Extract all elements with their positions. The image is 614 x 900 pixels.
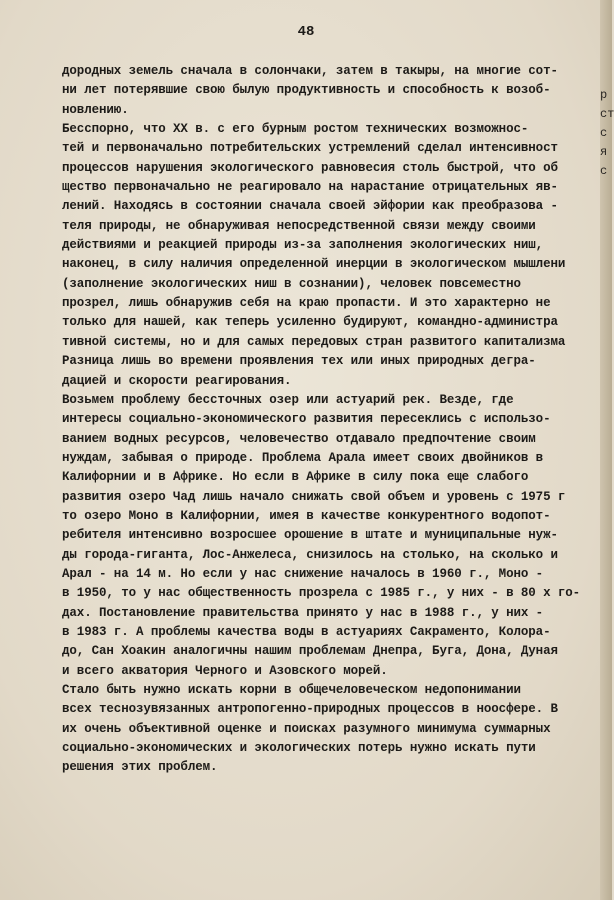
text-line: (заполнение экологических ниш в сознании), человек повсеместно bbox=[62, 276, 521, 291]
side-fragment: с bbox=[600, 164, 608, 178]
text-line: щество первоначально не реагировало на нарастание отрицательных яв- bbox=[62, 180, 558, 195]
text-line: прозрел, лишь обнаружив себя на краю пропасти. И это характерно не bbox=[62, 296, 551, 311]
adjacent-page-fragments bbox=[600, 88, 612, 183]
text-line: процессов нарушения экологического равновесия столь быстрой, что об bbox=[62, 160, 558, 175]
text-line: ванием водных ресурсов, человечество отдавало предпочтение своим bbox=[62, 431, 536, 446]
side-fragment: с bbox=[600, 126, 608, 140]
text-line: дородных земель сначала в солончаки, затем в такыры, на многие сот- bbox=[62, 64, 558, 78]
text-line: тивной системы, но и для самых передовых стран развитого капитализма bbox=[62, 334, 566, 349]
side-fragment: я bbox=[600, 145, 608, 159]
text-line: в 1983 г. А проблемы качества воды в астуариях Сакраменто, Колора- bbox=[62, 624, 551, 639]
text-line: ни лет потерявшие свою былую продуктивность и способность к возоб- bbox=[62, 83, 551, 98]
text-line: дах. Постановление правительства принято у нас в 1988 г., у них - bbox=[62, 605, 544, 620]
text-line: в 1950, то у нас общественность прозрела с 1985 г., у них - в 80 х го- bbox=[62, 586, 581, 601]
text-line: развития озеро Чад лишь начало снижать свой объем и уровень с 1975 г bbox=[62, 489, 566, 504]
text-line: тей и первоначально потребительских устремлений сделал интенсивност bbox=[62, 141, 558, 156]
text-line: Возьмем проблему бессточных озер или астуарий рек. Везде, где bbox=[62, 392, 514, 407]
side-fragment: р bbox=[600, 88, 608, 102]
text-line: ребителя интенсивно возросшее орошение в штате и муниципальные нуж- bbox=[62, 528, 558, 543]
text-line: социально-экономических и экологических потерь нужно искать пути bbox=[62, 741, 536, 756]
side-fragment: ст bbox=[600, 107, 614, 121]
paragraph bbox=[62, 62, 596, 120]
text-line: интересы социально-экономического развития пересеклись с использо- bbox=[62, 412, 551, 427]
text-line: новлению. bbox=[62, 102, 129, 117]
text-line: всех теснозувязанных антропогенно-природных процессов в ноосфере. В bbox=[62, 702, 558, 717]
text-line: Разница лишь во времени проявления тех или иных природных дегра- bbox=[62, 354, 536, 369]
text-line: нуждам, забывая о природе. Проблема Арала имеет своих двойников в bbox=[62, 450, 544, 465]
text-line: только для нашей, как теперь усиленно будируют, командно-администра bbox=[62, 315, 558, 330]
text-line: их очень объективной оценке и поисках разумного минимума суммарных bbox=[62, 721, 551, 736]
text-line: Арал - на 14 м. Но если у нас снижение началось в 1960 г., Моно - bbox=[62, 566, 544, 581]
paragraph bbox=[62, 391, 596, 681]
body-text bbox=[62, 62, 596, 778]
text-line: решения этих проблем. bbox=[62, 760, 218, 775]
text-line: Бесспорно, что XX в. с его бурным ростом технических возможнос- bbox=[62, 122, 529, 137]
text-line: наконец, в силу наличия определенной инерции в экологическом мышлени bbox=[62, 257, 566, 272]
page-number: 48 bbox=[297, 24, 315, 40]
text-line: то озеро Моно в Калифорнии, имея в качестве конкурентного водопот- bbox=[62, 508, 551, 523]
paragraph bbox=[62, 120, 596, 391]
text-line: Калифорнии и в Африке. Но если в Африке в силу пока еще слабого bbox=[62, 470, 529, 485]
text-line: до, Сан Хоакин аналогичны нашим проблемам Днепра, Буга, Дона, Дуная bbox=[62, 644, 558, 659]
text-line: Стало быть нужно искать корни в общечеловеческом недопонимании bbox=[62, 683, 521, 697]
text-line: ды города-гиганта, Лос-Анжелеса, снизилось на столько, на сколько и bbox=[62, 547, 558, 562]
paragraph bbox=[62, 681, 596, 778]
text-line: действиями и реакцией природы из-за заполнения экологических ниш, bbox=[62, 238, 544, 253]
text-line: лений. Находясь в состоянии сначала своей эйфории как преобразова - bbox=[62, 199, 558, 214]
text-line: и всего акватория Черного и Азовского морей. bbox=[62, 663, 388, 678]
text-line: дацией и скорости реагирования. bbox=[62, 373, 292, 388]
text-line: теля природы, не обнаруживая непосредственной связи между своими bbox=[62, 218, 536, 233]
